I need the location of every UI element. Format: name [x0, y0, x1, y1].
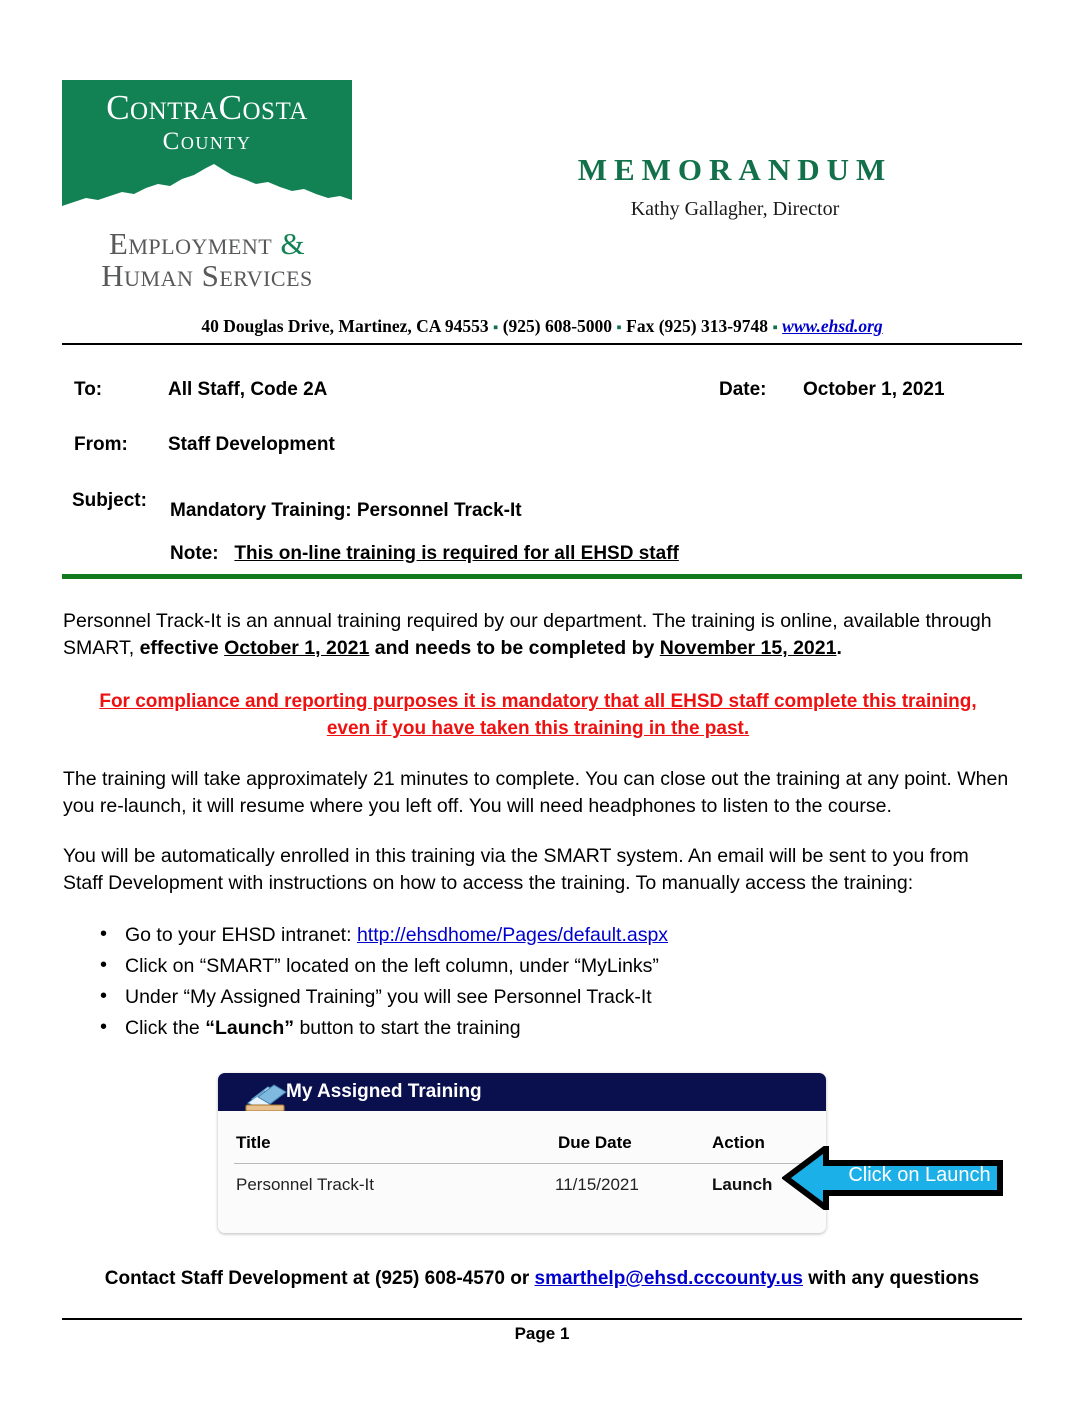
from-label: From:: [74, 434, 128, 455]
intranet-link[interactable]: http://ehsdhome/Pages/default.aspx: [356, 924, 669, 946]
launch-link[interactable]: Launch: [712, 1175, 773, 1194]
compliance-notice: [63, 688, 1013, 742]
column-header-title: Title: [236, 1133, 271, 1152]
my-assigned-training-widget: [218, 1073, 826, 1233]
to-value: All Staff, Code 2A: [168, 379, 328, 400]
bullet-4-suffix: button to start the training: [294, 1017, 521, 1039]
document-header: [0, 0, 1088, 350]
from-value: Staff Development: [168, 434, 335, 455]
para1-start-date: October 1, 2021: [224, 637, 370, 659]
table-header-divider: [234, 1163, 812, 1164]
address-separator-3: ▪: [772, 320, 778, 336]
left-arrow-icon: [782, 1146, 1004, 1210]
list-item: [95, 920, 995, 951]
paragraph-duration: The training will take approximately 21 minutes to complete. You can close out the training at any point. When you re-launch, it will resume where you left off. You will need headphones to listen to the course.: [63, 768, 1009, 817]
contact-prefix: Contact Staff Development at (925) 608-4570 or: [104, 1268, 535, 1289]
logo-humanservices-line: Human Services: [101, 258, 313, 294]
bullet-3-text: Under “My Assigned Training” you will see Personnel Track-It: [125, 986, 652, 1008]
widget-title: My Assigned Training: [286, 1081, 482, 1102]
paragraph-enrollment: You will be automatically enrolled in this training via the SMART system. An email will be sent to you from Staff Development with instructions on how to access the training. To manually access the training:: [63, 845, 969, 894]
address-separator-1: ▪: [492, 320, 499, 336]
page-number: Page 1: [514, 1324, 570, 1343]
click-on-launch-callout: [782, 1146, 1004, 1210]
contact-line: [62, 1268, 1022, 1290]
bullet-1-prefix: Go to your EHSD intranet:: [125, 924, 357, 946]
para1-due-date: November 15, 2021: [659, 637, 837, 659]
website-link[interactable]: www.ehsd.org: [782, 316, 883, 336]
logo-ehs-text: [62, 228, 352, 292]
mountain-silhouette-icon: [62, 162, 352, 224]
column-header-action: Action: [712, 1133, 765, 1152]
phone-text: (925) 608-5000: [502, 316, 613, 336]
address-separator-2: ▪: [616, 320, 622, 336]
widget-body: [218, 1111, 826, 1233]
compliance-line-1: For compliance and reporting purposes it is mandatory that all EHSD staff complete this training,: [99, 691, 977, 712]
bullet-4-prefix: Click the: [125, 1017, 206, 1039]
para1-part-c: .: [836, 637, 842, 659]
paragraph-intro: [63, 608, 1013, 662]
address-line: [62, 316, 1022, 337]
table-row: Personnel Track-It: [236, 1175, 374, 1194]
date-label: Date:: [719, 379, 767, 400]
footer-divider: [62, 1318, 1022, 1320]
header-divider: [62, 343, 1022, 345]
to-label: To:: [74, 379, 103, 400]
logo-contracosta-text: ContraCosta: [106, 88, 308, 127]
list-item: [95, 951, 995, 982]
smarthelp-email-link[interactable]: smarthelp@ehsd.cccounty.us: [534, 1268, 803, 1289]
para1-part-b: and needs to be completed by: [369, 637, 660, 659]
para1-part-a: Personnel Track-It is an annual training required by our department. The training is online, available through SMART,: [63, 610, 992, 659]
director-name: Kathy Gallagher, Director: [630, 198, 840, 220]
logo-employment-line: Employment &: [108, 226, 306, 261]
ehsd-logo: [62, 80, 352, 300]
note-value: This on-line training is required for all EHSD staff: [234, 543, 679, 564]
contact-suffix: with any questions: [802, 1268, 980, 1289]
logo-ampersand: &: [280, 226, 306, 261]
column-header-due-date: Due Date: [558, 1133, 632, 1152]
green-divider: [62, 574, 1022, 579]
note-line: [170, 543, 679, 565]
list-item: [95, 1013, 995, 1044]
address-text: 40 Douglas Drive, Martinez, CA 94553: [201, 316, 489, 336]
logo-green-block: [62, 80, 352, 224]
memorandum-title: MEMORANDUM: [577, 152, 893, 187]
list-item: [95, 982, 995, 1013]
callout-label: Click on Launch: [848, 1164, 991, 1186]
date-value: October 1, 2021: [803, 379, 945, 400]
bullet-4-launch-word: “Launch”: [205, 1017, 295, 1039]
row-due-date: 11/15/2021: [555, 1175, 639, 1194]
compliance-line-2: even if you have taken this training in the past.: [326, 718, 750, 739]
fax-text: Fax (925) 313-9748: [626, 316, 769, 336]
para1-effective: effective: [139, 637, 225, 659]
logo-county-text: County: [162, 128, 252, 155]
note-label: Note:: [170, 543, 219, 564]
bullet-2-text: Click on “SMART” located on the left column, under “MyLinks”: [125, 955, 659, 977]
instructions-list: [95, 920, 995, 1044]
subject-label: Subject:: [72, 490, 147, 511]
subject-value: Mandatory Training: Personnel Track-It: [170, 500, 522, 521]
